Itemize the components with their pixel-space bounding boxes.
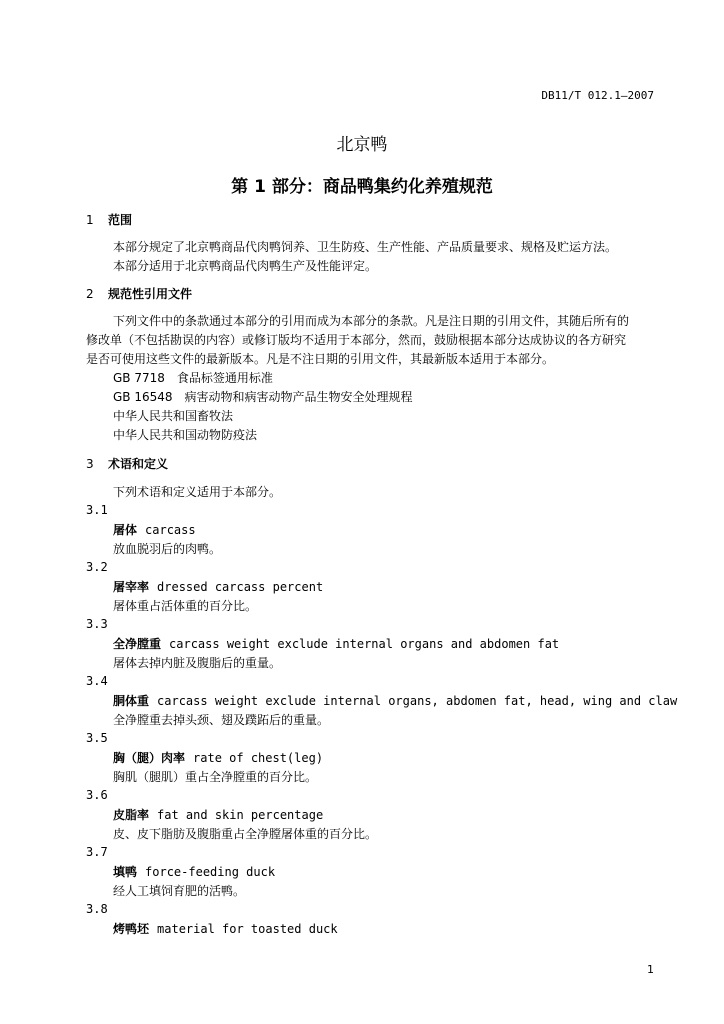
term-chinese: 填鸭 (113, 865, 138, 879)
term (113, 692, 677, 709)
term-chinese: 胴体重 (113, 694, 150, 708)
section-heading-terms (86, 455, 168, 472)
clause-number: 3.7 (86, 845, 108, 859)
section-title: 术语和定义 (108, 457, 169, 471)
term (113, 749, 323, 766)
term-definition: 屠体去掉内脏及腹脂后的重量。 (113, 656, 282, 670)
section-number: 2 (86, 287, 94, 301)
term-chinese: 胸（腿）肉率 (113, 751, 186, 765)
term (113, 806, 323, 823)
standard-code: DB11/T 012.1—2007 (541, 89, 654, 102)
term-chinese: 全净膛重 (113, 637, 162, 651)
term-english: dressed carcass percent (157, 580, 324, 594)
term (113, 578, 323, 595)
page-number: 1 (647, 963, 654, 976)
paragraph: 本部分适用于北京鸭商品代肉鸭生产及性能评定。 (113, 259, 378, 273)
clause-number: 3.3 (86, 617, 108, 631)
term (113, 635, 559, 652)
paragraph-line: 修改单（不包括勘误的内容）或修订版均不适用于本部分，然而，鼓励根据本部分达成协议的各方研究 (86, 333, 627, 347)
section-title: 规范性引用文件 (108, 287, 193, 301)
term-chinese: 皮脂率 (113, 808, 150, 822)
clause-number: 3.5 (86, 731, 108, 745)
term-english: carcass weight exclude internal organs, abdomen fat, head, wing and claw (157, 694, 678, 708)
paragraph-line: 是否可使用这些文件的最新版本。凡是不注日期的引用文件，其最新版本适用于本部分。 (86, 352, 555, 366)
term (113, 920, 338, 937)
reference-item: 中华人民共和国畜牧法 (113, 409, 234, 423)
document-title: 北京鸭 (336, 135, 388, 155)
clause-number: 3.1 (86, 503, 108, 517)
paragraph: 本部分规定了北京鸭商品代肉鸭饲养、卫生防疫、生产性能、产品质量要求、规格及贮运方法。 (113, 240, 618, 254)
section-number: 3 (86, 457, 94, 471)
reference-item: GB 7718 食品标签通用标准 (113, 371, 273, 385)
term (113, 521, 196, 538)
term-chinese: 烤鸭坯 (113, 922, 150, 936)
section-number: 1 (86, 213, 94, 227)
section-heading-scope (86, 211, 132, 228)
reference-item: 中华人民共和国动物防疫法 (113, 428, 258, 442)
term-definition: 皮、皮下脂肪及腹脂重占全净膛屠体重的百分比。 (113, 827, 378, 841)
term-english: force-feeding duck (145, 865, 276, 879)
clause-number: 3.8 (86, 902, 108, 916)
clause-number: 3.4 (86, 674, 108, 688)
document-subtitle: 第 1 部分：商品鸭集约化养殖规范 (231, 177, 493, 197)
term (113, 863, 275, 880)
clause-number: 3.2 (86, 560, 108, 574)
term-definition: 屠体重占活体重的百分比。 (113, 599, 258, 613)
term-chinese: 屠体 (113, 523, 138, 537)
term-english: fat and skin percentage (157, 808, 324, 822)
paragraph: 下列术语和定义适用于本部分。 (113, 485, 282, 499)
term-english: material for toasted duck (157, 922, 338, 936)
term-definition: 胸肌（腿肌）重占全净膛重的百分比。 (113, 770, 318, 784)
reference-item: GB 16548 病害动物和病害动物产品生物安全处理规程 (113, 390, 413, 404)
term-english: carcass weight exclude internal organs and abdomen fat (169, 637, 560, 651)
clause-number: 3.6 (86, 788, 108, 802)
term-definition: 全净膛重去掉头颈、翅及蹼跖后的重量。 (113, 713, 330, 727)
term-english: rate of chest(leg) (193, 751, 324, 765)
section-heading-normative-references (86, 285, 192, 302)
paragraph-line: 下列文件中的条款通过本部分的引用而成为本部分的条款。凡是注日期的引用文件，其随后所有的 (113, 314, 630, 328)
term-english: carcass (145, 523, 196, 537)
term-chinese: 屠宰率 (113, 580, 150, 594)
term-definition: 放血脱羽后的肉鸭。 (113, 542, 222, 556)
section-title: 范围 (108, 213, 133, 227)
term-definition: 经人工填饲育肥的活鸭。 (113, 884, 246, 898)
